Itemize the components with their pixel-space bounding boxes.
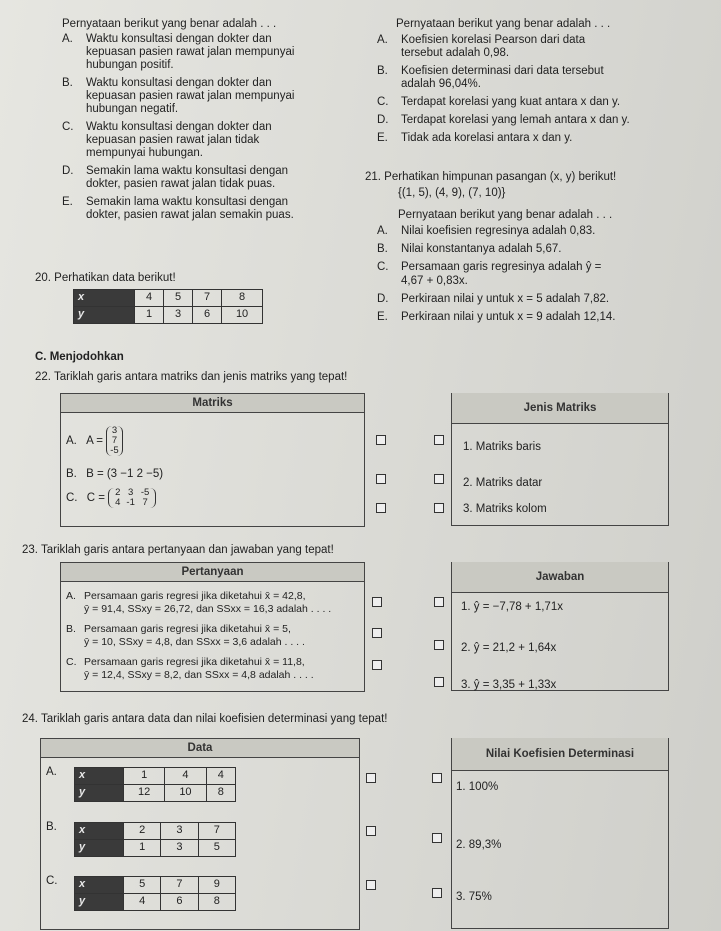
q22-left-head: Matriks (61, 394, 364, 413)
question-text: ȳ = 10, SSxy = 4,8, dan SSxx = 3,6 adalah . . . . (84, 636, 305, 648)
table-cell: 8 (206, 785, 235, 802)
table-cell: x (75, 823, 124, 840)
table-row (75, 877, 236, 894)
matrix-name: C = (86, 492, 105, 504)
option-letter: A. (62, 33, 73, 45)
table-row (75, 840, 236, 857)
option-letter: E. (62, 196, 73, 208)
table-cell: y (75, 840, 124, 857)
q24-answer-2: 2. 89,3% (456, 839, 502, 851)
table-cell: 2 (124, 823, 161, 840)
table-row (75, 823, 236, 840)
question-text: Persamaan garis regresi jika diketahui x̄ = 5, (84, 623, 291, 635)
table-cell: 4 (206, 768, 235, 785)
table-cell: 10 (165, 785, 206, 802)
q21-stem-2: Pernyataan berikut yang benar adalah . . . (398, 209, 613, 221)
q23-answer-1: 1. ŷ = −7,78 + 1,71x (461, 601, 563, 613)
table-cell: 6 (161, 894, 198, 911)
option-letter: E. (377, 132, 388, 144)
table-cell: 7 (198, 823, 235, 840)
table-row (74, 307, 263, 324)
option-text: Nilai koefisien regresinya adalah 0,83. (401, 225, 596, 237)
option-text: dokter, pasien rawat jalan semakin puas. (86, 209, 294, 221)
q22-checkbox-b[interactable] (376, 474, 386, 484)
option-text: Semakin lama waktu konsultasi dengan (86, 165, 289, 177)
table-cell: 1 (135, 307, 164, 324)
q24-checkbox-3[interactable] (432, 888, 442, 898)
matrix-entry: -1 (126, 496, 135, 508)
q22-checkbox-c[interactable] (376, 503, 386, 513)
q23-checkbox-2[interactable] (434, 640, 444, 650)
item-letter: A. (66, 434, 77, 447)
matrix-entry: 2 (115, 487, 121, 498)
q19-stem: Pernyataan berikut yang benar adalah . . . (62, 18, 277, 30)
q24-stem: 24. Tariklah garis antara data dan nilai koefisien determinasi yang tepat! (22, 713, 388, 725)
table-row (75, 768, 236, 785)
item-letter: B. (66, 468, 77, 480)
q22-right-head: Jenis Matriks (452, 393, 668, 424)
q21-stem: 21. Perhatikan himpunan pasangan (x, y) berikut! (365, 171, 617, 183)
option-text: Perkiraan nilai y untuk x = 9 adalah 12,14. (401, 311, 616, 323)
table-row (74, 290, 263, 307)
q23-answer-3: 3. ŷ = 3,35 + 1,33x (461, 679, 557, 691)
option-text: Semakin lama waktu konsultasi dengan (86, 196, 289, 208)
q24-data-table (74, 876, 236, 911)
q20-data-table (73, 289, 263, 324)
question-text: Persamaan garis regresi jika diketahui x̄ = 11,8, (84, 656, 305, 668)
option-letter: B. (62, 77, 73, 89)
item-letter: C. (46, 875, 58, 887)
table-cell: 7 (161, 877, 198, 894)
q24-right-head: Nilai Koefisien Determinasi (452, 738, 668, 771)
q24-checkbox-c[interactable] (366, 880, 376, 890)
table-cell: y (75, 785, 124, 802)
table-cell: 6 (193, 307, 222, 324)
option-text: adalah 96,04%. (401, 78, 481, 90)
option-text: kepuasan pasien rawat jalan tidak (86, 134, 260, 146)
table-cell: 4 (135, 290, 164, 307)
q23-right-box (451, 562, 669, 691)
table-cell: 12 (124, 785, 165, 802)
q24-data-table (74, 767, 236, 802)
matrix-entry: 4 (115, 496, 121, 508)
matrix-entry: 3 (128, 487, 134, 498)
q22-item-b (66, 467, 163, 481)
q24-answer-3: 3. 75% (456, 891, 492, 903)
q22-item-c (66, 488, 156, 508)
matrix-entry: -5 (110, 444, 119, 456)
q23-answer-2: 2. ŷ = 21,2 + 1,64x (461, 642, 557, 654)
item-letter: B. (66, 623, 76, 635)
option-text: Tidak ada korelasi antara x dan y. (401, 132, 573, 144)
table-cell: 1 (124, 840, 161, 857)
q23-left-head: Pertanyaan (61, 563, 364, 582)
q23-checkbox-3[interactable] (434, 677, 444, 687)
option-text: Terdapat korelasi yang lemah antara x dan y. (401, 114, 630, 126)
question-text: ȳ = 91,4, SSxy = 26,72, dan SSxx = 16,3 adalah . . . . (84, 603, 332, 615)
item-letter: A. (66, 590, 76, 602)
option-text: Koefisien korelasi Pearson dari data (401, 34, 586, 46)
table-cell: 4 (165, 768, 206, 785)
q23-checkbox-a[interactable] (372, 597, 382, 607)
table-cell: 3 (164, 307, 193, 324)
q22-checkbox-3[interactable] (434, 503, 444, 513)
option-text: kepuasan pasien rawat jalan mempunyai (86, 46, 295, 58)
matrix-entry: -5 (140, 487, 150, 498)
q21-set: {(1, 5), (4, 9), (7, 10)} (398, 187, 506, 199)
table-cell: 8 (198, 894, 235, 911)
option-letter: B. (377, 243, 388, 255)
q22-answer-3: 3. Matriks kolom (463, 503, 547, 515)
item-letter: B. (46, 821, 57, 833)
option-letter: E. (377, 311, 388, 323)
q23-right-head: Jawaban (452, 562, 668, 593)
option-text: hubungan positif. (86, 59, 174, 71)
q22-item-a (66, 426, 123, 456)
table-cell: x (74, 290, 135, 307)
option-letter: D. (62, 165, 74, 177)
option-text: Terdapat korelasi yang kuat antara x dan y. (401, 96, 621, 108)
q23-checkbox-1[interactable] (434, 597, 444, 607)
option-text: tersebut adalah 0,98. (401, 47, 510, 59)
option-text: dokter, pasien rawat jalan tidak puas. (86, 178, 276, 190)
q20-stem: 20. Perhatikan data berikut! (35, 272, 176, 284)
item-letter: A. (46, 766, 57, 778)
matrix-a (106, 426, 122, 456)
section-c-title: C. Menjodohkan (35, 351, 124, 363)
matrix-entry: 3 (111, 425, 118, 436)
q23-checkbox-c[interactable] (372, 660, 382, 670)
table-cell: x (75, 877, 124, 894)
q22-answer-1: 1. Matriks baris (463, 441, 541, 453)
option-text: 4,67 + 0,83x. (401, 275, 468, 287)
table-cell: 1 (124, 768, 165, 785)
table-cell: 3 (161, 840, 198, 857)
option-letter: C. (62, 121, 74, 133)
table-cell: 7 (193, 290, 222, 307)
option-text: Persamaan garis regresinya adalah ŷ = (401, 261, 602, 273)
option-text: mempunyai hubungan. (86, 147, 203, 159)
q24-checkbox-2[interactable] (432, 833, 442, 843)
option-letter: B. (377, 65, 388, 77)
q22-stem: 22. Tariklah garis antara matriks dan jenis matriks yang tepat! (35, 371, 348, 383)
matrix-c (108, 488, 156, 508)
table-cell: 9 (198, 877, 235, 894)
option-letter: A. (377, 34, 388, 46)
table-cell: y (75, 894, 124, 911)
table-cell: 5 (124, 877, 161, 894)
q23-stem: 23. Tariklah garis antara pertanyaan dan jawaban yang tepat! (22, 544, 334, 556)
table-cell: x (75, 768, 124, 785)
q22-checkbox-1[interactable] (434, 435, 444, 445)
option-letter: D. (377, 293, 389, 305)
q23-checkbox-b[interactable] (372, 628, 382, 638)
q24-checkbox-1[interactable] (432, 773, 442, 783)
q24-checkbox-b[interactable] (366, 826, 376, 836)
option-text: Nilai konstantanya adalah 5,67. (401, 243, 562, 255)
table-cell: 4 (124, 894, 161, 911)
matrix-entry: 7 (142, 496, 148, 508)
option-text: Koefisien determinasi dari data tersebut (401, 65, 604, 77)
option-text: Perkiraan nilai y untuk x = 5 adalah 7,82. (401, 293, 610, 305)
q22-checkbox-2[interactable] (434, 474, 444, 484)
option-text: Waktu konsultasi dengan dokter dan (86, 33, 272, 45)
option-text: hubungan negatif. (86, 103, 179, 115)
option-letter: A. (377, 225, 388, 237)
option-letter: C. (377, 96, 389, 108)
table-cell: 5 (198, 840, 235, 857)
option-letter: C. (377, 261, 389, 273)
item-letter: C. (66, 656, 77, 668)
option-text: Waktu konsultasi dengan dokter dan (86, 121, 272, 133)
q24-answer-1: 1. 100% (456, 781, 499, 793)
option-letter: D. (377, 114, 389, 126)
question-text: Persamaan garis regresi jika diketahui x̄ = 42,8, (84, 590, 306, 602)
option-text: Waktu konsultasi dengan dokter dan (86, 77, 272, 89)
table-row (75, 894, 236, 911)
matrix-name: B = (3 −1 2 −5) (86, 468, 164, 480)
table-cell: 3 (161, 823, 198, 840)
q22-answer-2: 2. Matriks datar (463, 477, 543, 489)
table-cell: 8 (222, 290, 263, 307)
table-row (75, 785, 236, 802)
matrix-name: A = (86, 434, 104, 447)
question-text: ȳ = 12,4, SSxy = 8,2, dan SSxx = 4,8 adalah . . . . (84, 669, 314, 681)
table-cell: y (74, 307, 135, 324)
item-letter: C. (66, 492, 78, 504)
table-cell: 10 (222, 307, 263, 324)
q24-checkbox-a[interactable] (366, 773, 376, 783)
q22-checkbox-a[interactable] (376, 435, 386, 445)
matrix-entry: 7 (111, 434, 118, 446)
table-cell: 5 (164, 290, 193, 307)
right-stem: Pernyataan berikut yang benar adalah . . . (396, 18, 611, 30)
q24-left-head: Data (41, 739, 359, 758)
q24-data-table (74, 822, 236, 857)
option-text: kepuasan pasien rawat jalan mempunyai (86, 90, 295, 102)
